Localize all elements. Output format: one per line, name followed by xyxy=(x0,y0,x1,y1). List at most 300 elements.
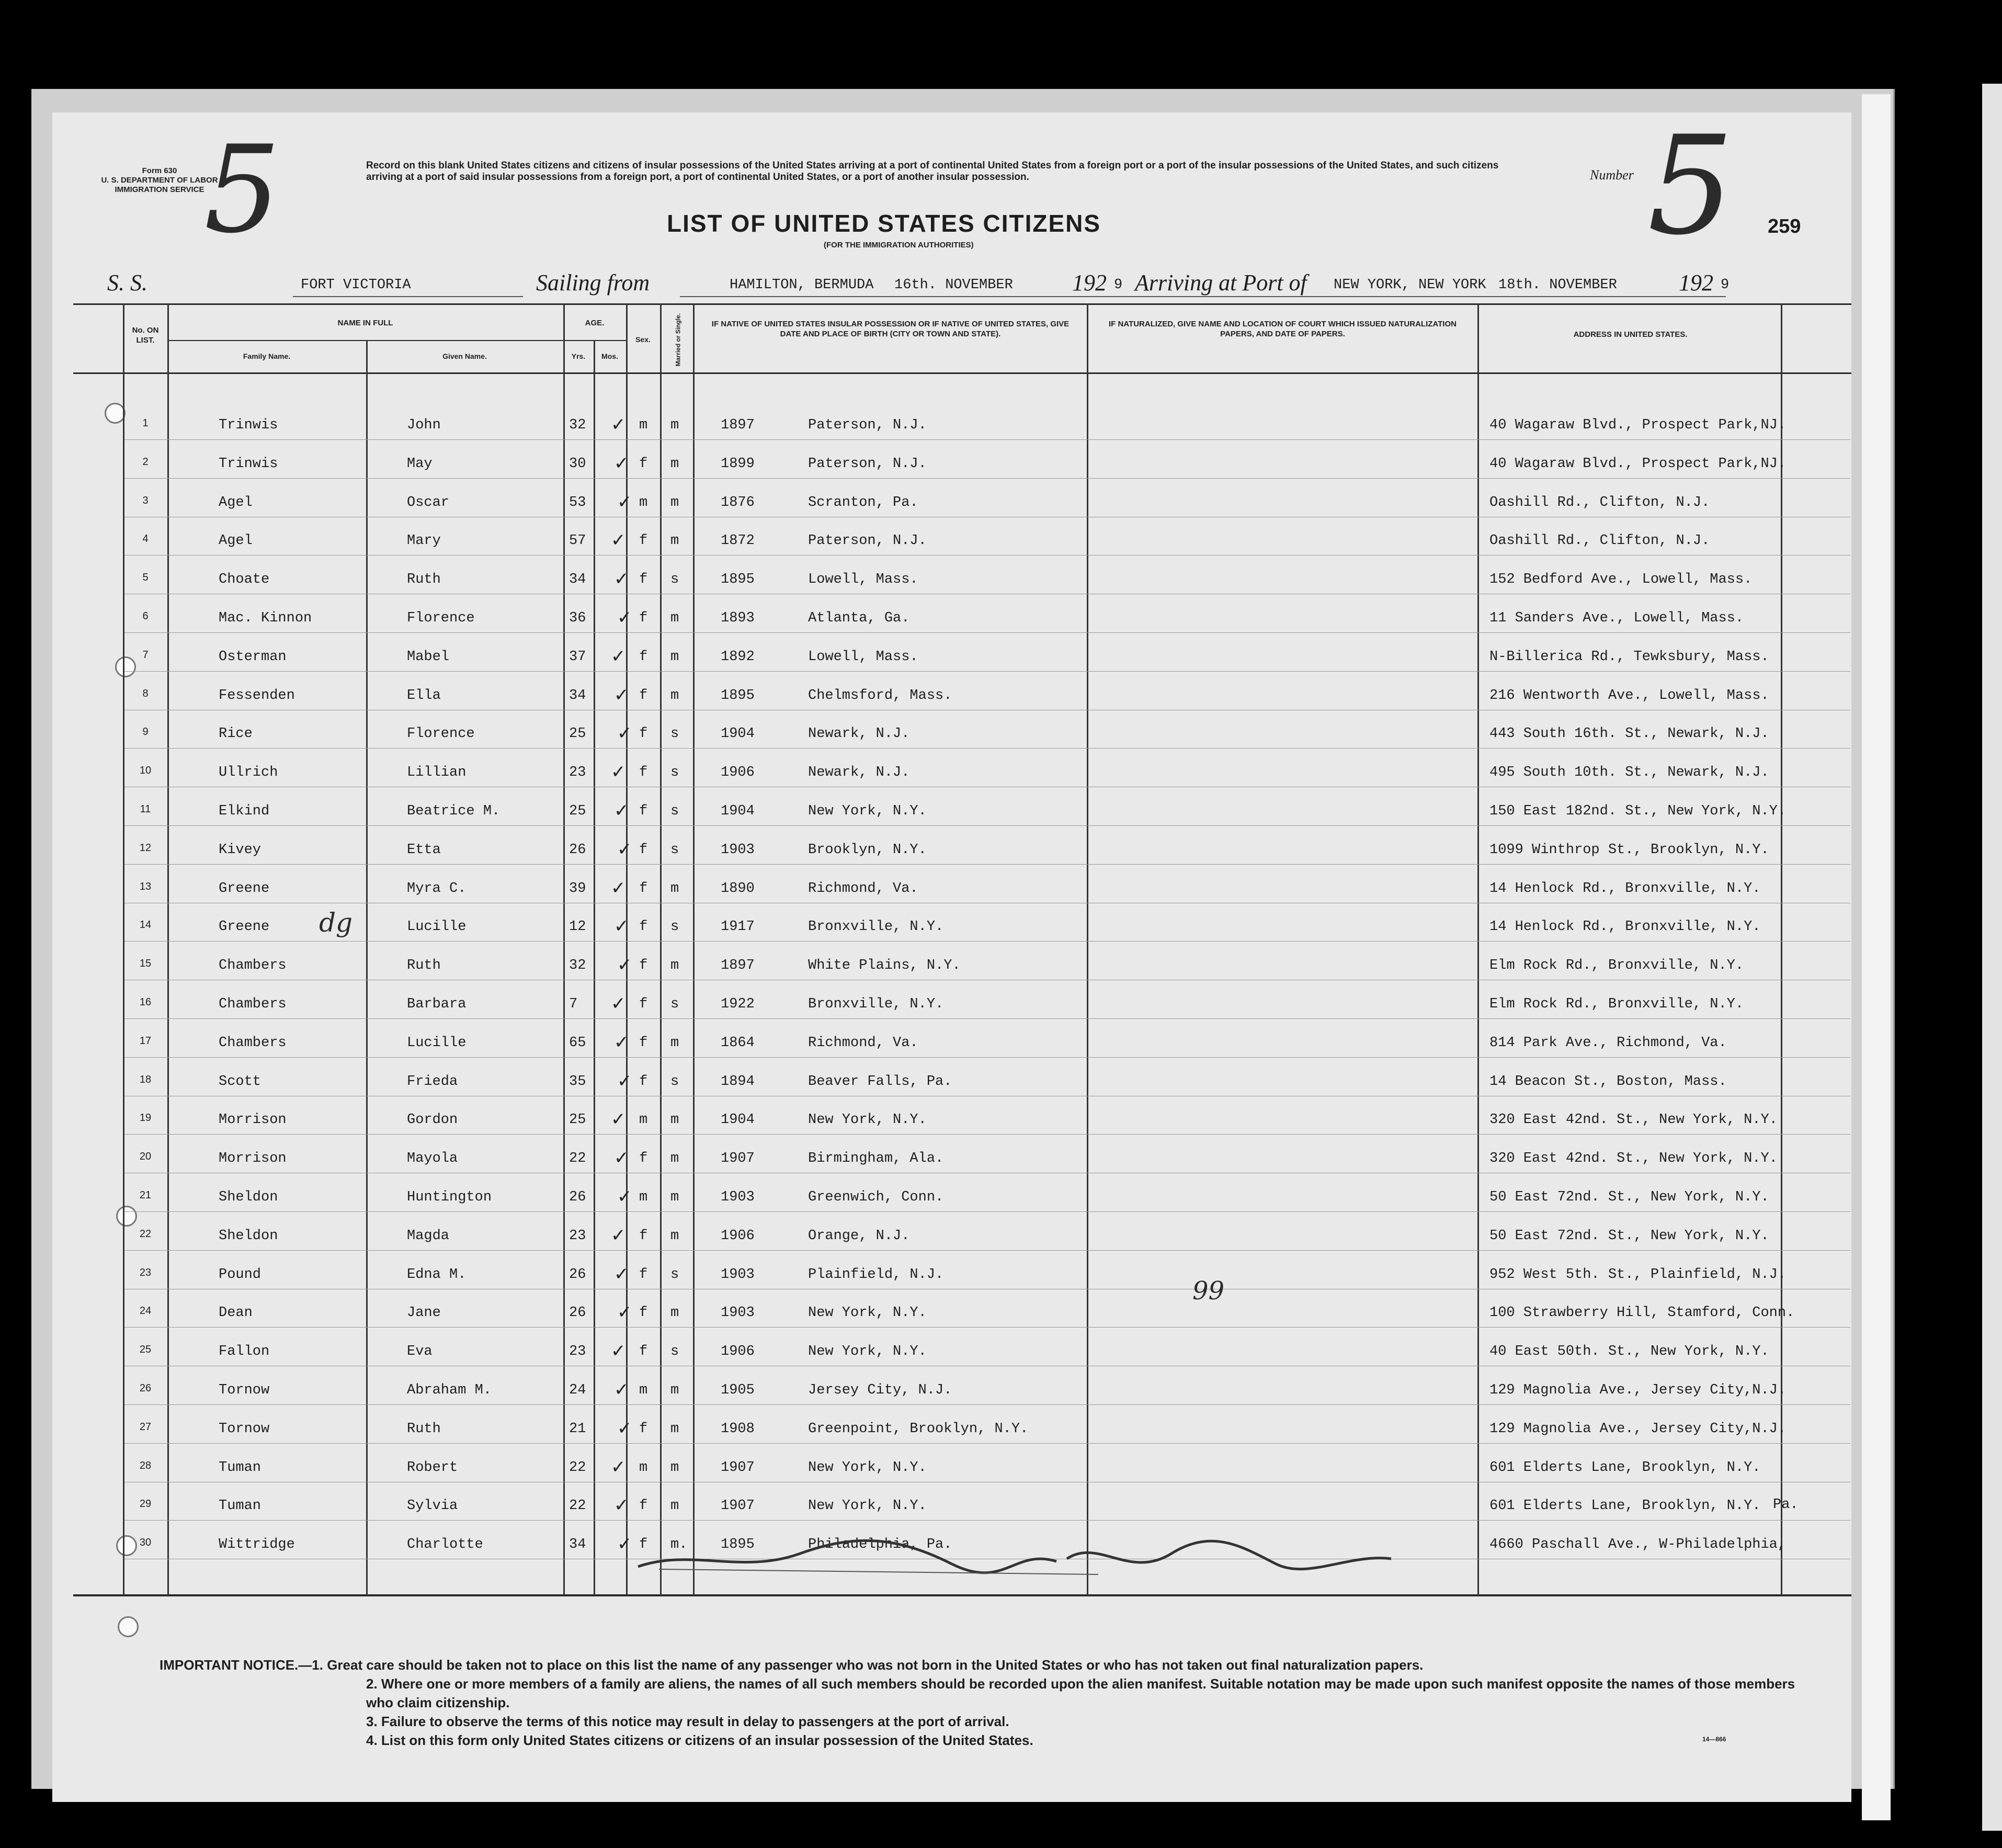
family-name: Chambers xyxy=(219,1035,287,1051)
birth-year: 1890 xyxy=(721,880,755,897)
age-years: 30 xyxy=(569,456,586,472)
check-mark: ✓ xyxy=(617,491,632,513)
age-years: 34 xyxy=(569,1537,586,1553)
corner-handwritten-number: 5 xyxy=(204,120,281,260)
birth-place: Beaver Falls, Pa. xyxy=(808,1073,952,1090)
age-years: 25 xyxy=(569,803,586,819)
sex: m xyxy=(639,1459,648,1476)
family-name: Tuman xyxy=(219,1459,261,1476)
row-number: 9 xyxy=(142,726,149,738)
marital-status: m xyxy=(670,456,679,472)
row-number: 18 xyxy=(139,1073,152,1085)
us-address: 152 Bedford Ave., Lowell, Mass. xyxy=(1489,572,1753,588)
birth-year: 1864 xyxy=(721,1035,755,1051)
check-mark: ✓ xyxy=(614,800,629,821)
family-name: Scott xyxy=(219,1073,261,1090)
row-number: 16 xyxy=(139,996,152,1008)
birth-year: 1907 xyxy=(721,1498,755,1514)
given-name: Sylvia xyxy=(407,1498,458,1514)
marital-status: s xyxy=(670,1266,679,1283)
given-name: Beatrice M. xyxy=(407,803,500,819)
adjacent-page-edge xyxy=(1982,84,2002,1831)
birth-year: 1895 xyxy=(721,687,755,704)
us-address: Oashill Rd., Clifton, N.J. xyxy=(1489,494,1710,511)
check-mark: ✓ xyxy=(614,1031,629,1053)
sex: f xyxy=(639,1035,648,1051)
birth-place: Newark, N.J. xyxy=(808,765,910,781)
sex: f xyxy=(639,687,648,704)
arrival-year-digit: 9 xyxy=(1721,277,1730,293)
important-notice xyxy=(160,1656,1817,1750)
given-name: Ruth xyxy=(407,958,441,974)
ship-name: FORT VICTORIA xyxy=(301,277,411,293)
given-name: Lucille xyxy=(407,919,467,935)
marital-status: s xyxy=(670,1344,679,1360)
row-rule xyxy=(124,1404,1850,1405)
marital-status: s xyxy=(670,765,679,781)
birth-place: Paterson, N.J. xyxy=(808,417,927,433)
birth-place: Brooklyn, N.Y. xyxy=(808,842,927,858)
given-name: Gordon xyxy=(407,1112,458,1128)
birth-place: Lowell, Mass. xyxy=(808,649,918,665)
birth-place: Philadelphia, Pa. xyxy=(808,1537,952,1553)
col-rule xyxy=(366,341,368,1595)
ss-label: S. S. xyxy=(107,270,147,296)
check-mark: ✓ xyxy=(617,955,632,976)
row-rule xyxy=(124,825,1850,826)
marital-status: m xyxy=(670,417,679,433)
sex: f xyxy=(639,649,648,665)
birth-year: 1876 xyxy=(721,494,755,511)
check-mark: ✓ xyxy=(611,762,626,783)
family-name: Trinwis xyxy=(219,456,278,472)
col-header-address: ADDRESS IN UNITED STATES. xyxy=(1573,330,1688,339)
port-to: NEW YORK, NEW YORK xyxy=(1334,277,1486,293)
us-address: 40 Wagaraw Blvd., Prospect Park,NJ. xyxy=(1489,456,1787,472)
birth-place: Paterson, N.J. xyxy=(808,456,927,472)
birth-place: New York, N.Y. xyxy=(808,1459,927,1476)
us-address: 50 East 72nd. St., New York, N.Y. xyxy=(1489,1189,1769,1205)
birth-place: Plainfield, N.J. xyxy=(808,1266,944,1283)
notice-item-4: 4. List on this form only United States citizens or citizens of an insular possession of the United States. xyxy=(366,1732,1033,1748)
given-name: Abraham M. xyxy=(407,1382,492,1398)
age-years: 35 xyxy=(569,1073,586,1090)
marital-status: s xyxy=(670,726,679,742)
age-years: 21 xyxy=(569,1421,586,1437)
sex: f xyxy=(639,1151,648,1167)
row-number: 10 xyxy=(139,765,152,777)
age-years: 24 xyxy=(569,1382,586,1398)
sex: f xyxy=(639,1228,648,1244)
row-rule xyxy=(124,941,1850,942)
sex: m xyxy=(639,1382,648,1398)
notice-item-3: 3. Failure to observe the terms of this notice may result in delay to passengers at the port of arrival. xyxy=(366,1714,1009,1729)
given-name: Mary xyxy=(407,533,441,549)
age-years: 22 xyxy=(569,1498,586,1514)
family-name: Tornow xyxy=(219,1421,270,1437)
marital-status: m xyxy=(670,687,679,704)
marital-status: m. xyxy=(670,1537,688,1553)
col-header-no: No. ON LIST. xyxy=(132,326,159,345)
sex: f xyxy=(639,1344,648,1360)
family-name: Rice xyxy=(219,726,253,742)
age-years: 36 xyxy=(569,610,586,626)
us-address: 40 Wagaraw Blvd., Prospect Park,NJ. xyxy=(1489,417,1787,433)
family-name: Pound xyxy=(219,1266,261,1283)
check-mark: ✓ xyxy=(617,723,632,744)
row-number: 21 xyxy=(139,1189,152,1201)
us-address: Elm Rock Rd., Bronxville, N.Y. xyxy=(1489,958,1744,974)
row-rule xyxy=(124,439,1850,440)
marital-status: m xyxy=(670,1498,679,1514)
arriving-label: Arriving at Port of xyxy=(1135,270,1307,296)
row-number: 30 xyxy=(139,1537,152,1549)
sex: f xyxy=(639,572,648,588)
row-number: 7 xyxy=(142,649,149,661)
given-name: Eva xyxy=(407,1344,433,1360)
marital-status: m xyxy=(670,880,679,897)
check-mark: ✓ xyxy=(614,1379,629,1400)
row-number: 8 xyxy=(142,687,149,699)
birth-place: Chelmsford, Mass. xyxy=(808,687,952,704)
check-mark: ✓ xyxy=(611,993,626,1014)
age-years: 34 xyxy=(569,572,586,588)
birth-place: New York, N.Y. xyxy=(808,1305,927,1321)
col-rule xyxy=(1087,303,1088,1595)
birth-place: New York, N.Y. xyxy=(808,803,927,819)
row-number: 3 xyxy=(142,494,149,506)
us-address: 4660 Paschall Ave., W-Philadelphia, xyxy=(1489,1537,1787,1553)
birth-year: 1893 xyxy=(721,610,755,626)
age-years: 7 xyxy=(569,996,578,1012)
age-years: 25 xyxy=(569,1112,586,1128)
check-mark: ✓ xyxy=(614,916,629,937)
col-header-naturalized: IF NATURALIZED, GIVE NAME AND LOCATION OF COURT WHICH ISSUED NATURALIZATION PAPERS, AND DATE OF PAPERS. xyxy=(1109,320,1457,338)
birth-year: 1903 xyxy=(721,1266,755,1283)
marital-status: m xyxy=(670,958,679,974)
family-name: Chambers xyxy=(219,996,287,1012)
age-years: 12 xyxy=(569,919,586,935)
sail-date: 16th. NOVEMBER xyxy=(894,277,1013,293)
row-number: 6 xyxy=(142,610,149,622)
sex: f xyxy=(639,880,648,897)
sex: m xyxy=(639,1189,648,1205)
birth-place: New York, N.Y. xyxy=(808,1112,927,1128)
row-rule xyxy=(124,1018,1850,1019)
sex: f xyxy=(639,803,648,819)
check-mark: ✓ xyxy=(611,414,626,435)
birth-year: 1907 xyxy=(721,1459,755,1476)
check-mark: ✓ xyxy=(614,1263,629,1285)
row-rule xyxy=(124,748,1850,749)
birth-place: Orange, N.J. xyxy=(808,1228,910,1244)
row-rule xyxy=(124,1250,1850,1251)
col-rule xyxy=(660,303,662,1595)
row-rule xyxy=(124,1211,1850,1212)
check-mark: ✓ xyxy=(611,645,626,667)
row-number: 14 xyxy=(139,919,152,931)
check-mark: ✓ xyxy=(617,1186,632,1207)
family-name: Chambers xyxy=(219,958,287,974)
row-number: 24 xyxy=(139,1305,152,1317)
age-years: 23 xyxy=(569,1344,586,1360)
family-name: Dean xyxy=(219,1305,253,1321)
birth-place: Bronxville, N.Y. xyxy=(808,996,944,1012)
row-rule xyxy=(124,478,1850,479)
col-header-age: AGE. xyxy=(585,319,605,327)
sex: f xyxy=(639,1305,648,1321)
sex: f xyxy=(639,996,648,1012)
check-mark: ✓ xyxy=(617,1302,632,1323)
sex: f xyxy=(639,842,648,858)
family-name: Kivey xyxy=(219,842,261,858)
col-rule xyxy=(167,303,169,1595)
check-mark: ✓ xyxy=(614,684,629,706)
marital-status: m xyxy=(670,1189,679,1205)
birth-place: Bronxville, N.Y. xyxy=(808,919,944,935)
sex: f xyxy=(639,610,648,626)
marital-status: m xyxy=(670,1035,679,1051)
birth-year: 1899 xyxy=(721,456,755,472)
col-rule xyxy=(123,303,124,1595)
birth-place: Atlanta, Ga. xyxy=(808,610,910,626)
age-years: 26 xyxy=(569,1266,586,1283)
form-instructions: Record on this blank United States citizens and citizens of insular possessions of the United States arriving at a port of continental United States from a foreign port or a port of the insular possessions of the United States, and such citizens arriving at a port of said insular possessions from a foreign port, a port of continental United States, or a port of another insular possession. xyxy=(366,160,1499,183)
col-header-yrs: Yrs. xyxy=(571,352,586,360)
us-address: 320 East 42nd. St., New York, N.Y. xyxy=(1489,1112,1778,1128)
us-address: 14 Henlock Rd., Bronxville, N.Y. xyxy=(1489,880,1761,897)
birth-place: Jersey City, N.J. xyxy=(808,1382,952,1398)
port-from: HAMILTON, BERMUDA xyxy=(730,277,874,293)
family-name: Fessenden xyxy=(219,687,295,704)
us-address: Oashill Rd., Clifton, N.J. xyxy=(1489,533,1710,549)
sex: f xyxy=(639,533,648,549)
birth-year: 1895 xyxy=(721,572,755,588)
check-mark: ✓ xyxy=(617,607,632,628)
row-rule xyxy=(124,1057,1850,1058)
family-name: Greene xyxy=(219,919,270,935)
col-rule xyxy=(693,303,695,1595)
row-number: 17 xyxy=(139,1035,152,1047)
arrival-date: 18th. NOVEMBER xyxy=(1498,277,1617,293)
us-address: 50 East 72nd. St., New York, N.Y. xyxy=(1489,1228,1769,1244)
row-number: 12 xyxy=(139,842,152,854)
birth-year: 1906 xyxy=(721,1344,755,1360)
row-number: 28 xyxy=(139,1459,152,1471)
birth-place: Newark, N.J. xyxy=(808,726,910,742)
address-continuation: Pa. xyxy=(1773,1497,1799,1513)
given-name: Charlotte xyxy=(407,1537,483,1553)
marital-status: m xyxy=(670,533,679,549)
form-code: 14—866 xyxy=(1702,1736,1726,1743)
birth-place: Scranton, Pa. xyxy=(808,494,918,511)
row-rule xyxy=(124,1134,1850,1135)
birth-place: Greenpoint, Brooklyn, N.Y. xyxy=(808,1421,1029,1437)
row-number: 1 xyxy=(142,417,149,429)
sex: f xyxy=(639,726,648,742)
family-name: Osterman xyxy=(219,649,287,665)
given-name: John xyxy=(407,417,441,433)
family-name: Sheldon xyxy=(219,1189,278,1205)
check-mark: ✓ xyxy=(611,877,626,899)
marital-status: m xyxy=(670,1112,679,1128)
family-name: Wittridge xyxy=(219,1537,295,1553)
marital-status: s xyxy=(670,1073,679,1090)
us-address: 320 East 42nd. St., New York, N.Y. xyxy=(1489,1151,1778,1167)
family-name: Ullrich xyxy=(219,765,278,781)
col-rule xyxy=(1477,303,1479,1595)
col-rule xyxy=(1781,303,1782,1595)
row-rule xyxy=(124,864,1850,865)
sailing-from-label: Sailing from xyxy=(536,270,650,296)
marital-status: m xyxy=(670,610,679,626)
check-mark: ✓ xyxy=(617,838,632,860)
check-mark: ✓ xyxy=(617,1070,632,1092)
family-name: Morrison xyxy=(219,1151,287,1167)
family-name: Fallon xyxy=(219,1344,270,1360)
sex: m xyxy=(639,1112,648,1128)
marital-status: m xyxy=(670,1228,679,1244)
official-signature xyxy=(628,1517,1412,1601)
age-years: 23 xyxy=(569,1228,586,1244)
sex: m xyxy=(639,417,648,433)
sex: f xyxy=(639,1421,648,1437)
row-number: 22 xyxy=(139,1228,152,1240)
age-years: 26 xyxy=(569,1189,586,1205)
given-name: Jane xyxy=(407,1305,441,1321)
row-number: 2 xyxy=(142,456,149,468)
marital-status: s xyxy=(670,803,679,819)
col-rule xyxy=(594,341,595,1595)
col-header-mos: Mos. xyxy=(601,352,618,360)
given-name: Myra C. xyxy=(407,880,467,897)
row-rule xyxy=(124,1327,1850,1328)
ship-underline xyxy=(293,296,523,297)
check-mark: ✓ xyxy=(611,1456,626,1478)
row-number: 11 xyxy=(140,803,151,815)
birth-place: Paterson, N.J. xyxy=(808,533,927,549)
check-mark: ✓ xyxy=(614,569,629,590)
sex: f xyxy=(639,1266,648,1283)
us-address: 150 East 182nd. St., New York, N.Y. xyxy=(1489,803,1787,819)
family-name: Elkind xyxy=(219,803,270,819)
form-caption: Form 630 U. S. DEPARTMENT OF LABOR IMMIGRATION SERVICE xyxy=(101,166,218,194)
us-address: 40 East 50th. St., New York, N.Y. xyxy=(1489,1344,1769,1360)
birth-year: 1908 xyxy=(721,1421,755,1437)
row-number: 23 xyxy=(139,1266,152,1278)
punch-hole xyxy=(118,1616,139,1637)
col-header-given: Given Name. xyxy=(442,352,487,360)
birth-year: 1904 xyxy=(721,803,755,819)
us-address: 1099 Winthrop St., Brooklyn, N.Y. xyxy=(1489,842,1769,858)
birth-year: 1897 xyxy=(721,958,755,974)
given-name: Ruth xyxy=(407,1421,441,1437)
age-years: 22 xyxy=(569,1459,586,1476)
given-name: Lucille xyxy=(407,1035,467,1051)
given-name: Robert xyxy=(407,1459,458,1476)
marital-status: s xyxy=(670,572,679,588)
family-name: Greene xyxy=(219,880,270,897)
birth-year: 1897 xyxy=(721,417,755,433)
birth-place: Richmond, Va. xyxy=(808,1035,918,1051)
us-address: 100 Strawberry Hill, Stamford, Conn. xyxy=(1489,1305,1795,1321)
birth-year: 1903 xyxy=(721,1305,755,1321)
birth-place: Richmond, Va. xyxy=(808,880,918,897)
family-name: Trinwis xyxy=(219,417,278,433)
given-name: May xyxy=(407,456,433,472)
check-mark: ✓ xyxy=(614,452,629,474)
row-number: 20 xyxy=(139,1151,152,1163)
given-name: Ruth xyxy=(407,572,441,588)
family-name: Sheldon xyxy=(219,1228,278,1244)
us-address: 11 Sanders Ave., Lowell, Mass. xyxy=(1489,610,1744,626)
page-subtitle: (FOR THE IMMIGRATION AUTHORITIES) xyxy=(824,241,974,250)
birth-year: 1904 xyxy=(721,1112,755,1128)
sex: f xyxy=(639,456,648,472)
birth-year: 1905 xyxy=(721,1382,755,1398)
row-number: 4 xyxy=(142,533,149,545)
marital-status: m xyxy=(670,1382,679,1398)
family-name: Choate xyxy=(219,572,270,588)
family-name: Agel xyxy=(219,533,253,549)
given-name: Frieda xyxy=(407,1073,458,1090)
family-name: Tornow xyxy=(219,1382,270,1398)
marital-status: s xyxy=(670,996,679,1012)
marital-status: m xyxy=(670,1421,679,1437)
birth-place: Greenwich, Conn. xyxy=(808,1189,944,1205)
col-header-birth: IF NATIVE OF UNITED STATES INSULAR POSSESSION OR IF NATIVE OF UNITED STATES, GIVE DATE AND PLACE OF BIRTH (CITY OR TOWN AND STATE). xyxy=(711,320,1070,338)
birth-place: New York, N.Y. xyxy=(808,1498,927,1514)
col-header-name: NAME IN FULL xyxy=(337,319,393,327)
check-mark: ✓ xyxy=(611,530,626,551)
birth-year: 1907 xyxy=(721,1151,755,1167)
given-name: Huntington xyxy=(407,1189,492,1205)
check-mark: ✓ xyxy=(611,1341,626,1362)
family-name: Agel xyxy=(219,494,253,511)
given-name: Magda xyxy=(407,1228,450,1244)
number-label: Number xyxy=(1590,167,1634,183)
col-header-family: Family Name. xyxy=(243,352,291,360)
age-years: 26 xyxy=(569,842,586,858)
punch-hole xyxy=(105,403,126,424)
marital-status: m xyxy=(670,649,679,665)
birth-place: New York, N.Y. xyxy=(808,1344,927,1360)
sex: f xyxy=(639,919,648,935)
us-address: 129 Magnolia Ave., Jersey City,N.J. xyxy=(1489,1382,1787,1398)
us-address: N-Billerica Rd., Tewksbury, Mass. xyxy=(1489,649,1769,665)
age-years: 34 xyxy=(569,687,586,704)
row-number: 15 xyxy=(139,958,152,970)
sex: f xyxy=(639,1537,648,1553)
sex: m xyxy=(639,494,648,511)
birth-year: 1922 xyxy=(721,996,755,1012)
marital-status: m xyxy=(670,1459,679,1476)
us-address: 129 Magnolia Ave., Jersey City,N.J. xyxy=(1489,1421,1787,1437)
marital-status: m xyxy=(670,494,679,511)
age-years: 22 xyxy=(569,1151,586,1167)
voyage-underline xyxy=(680,296,1726,297)
col-header-sex: Sex. xyxy=(635,335,651,344)
given-name: Etta xyxy=(407,842,441,858)
given-name: Mabel xyxy=(407,649,450,665)
row-number: 13 xyxy=(139,880,152,892)
us-address: 14 Henlock Rd., Bronxville, N.Y. xyxy=(1489,919,1761,935)
us-address: 814 Park Ave., Richmond, Va. xyxy=(1489,1035,1727,1051)
row-number: 27 xyxy=(139,1421,152,1433)
marital-status: s xyxy=(670,842,679,858)
birth-year: 1903 xyxy=(721,1189,755,1205)
check-mark: ✓ xyxy=(617,1534,632,1555)
